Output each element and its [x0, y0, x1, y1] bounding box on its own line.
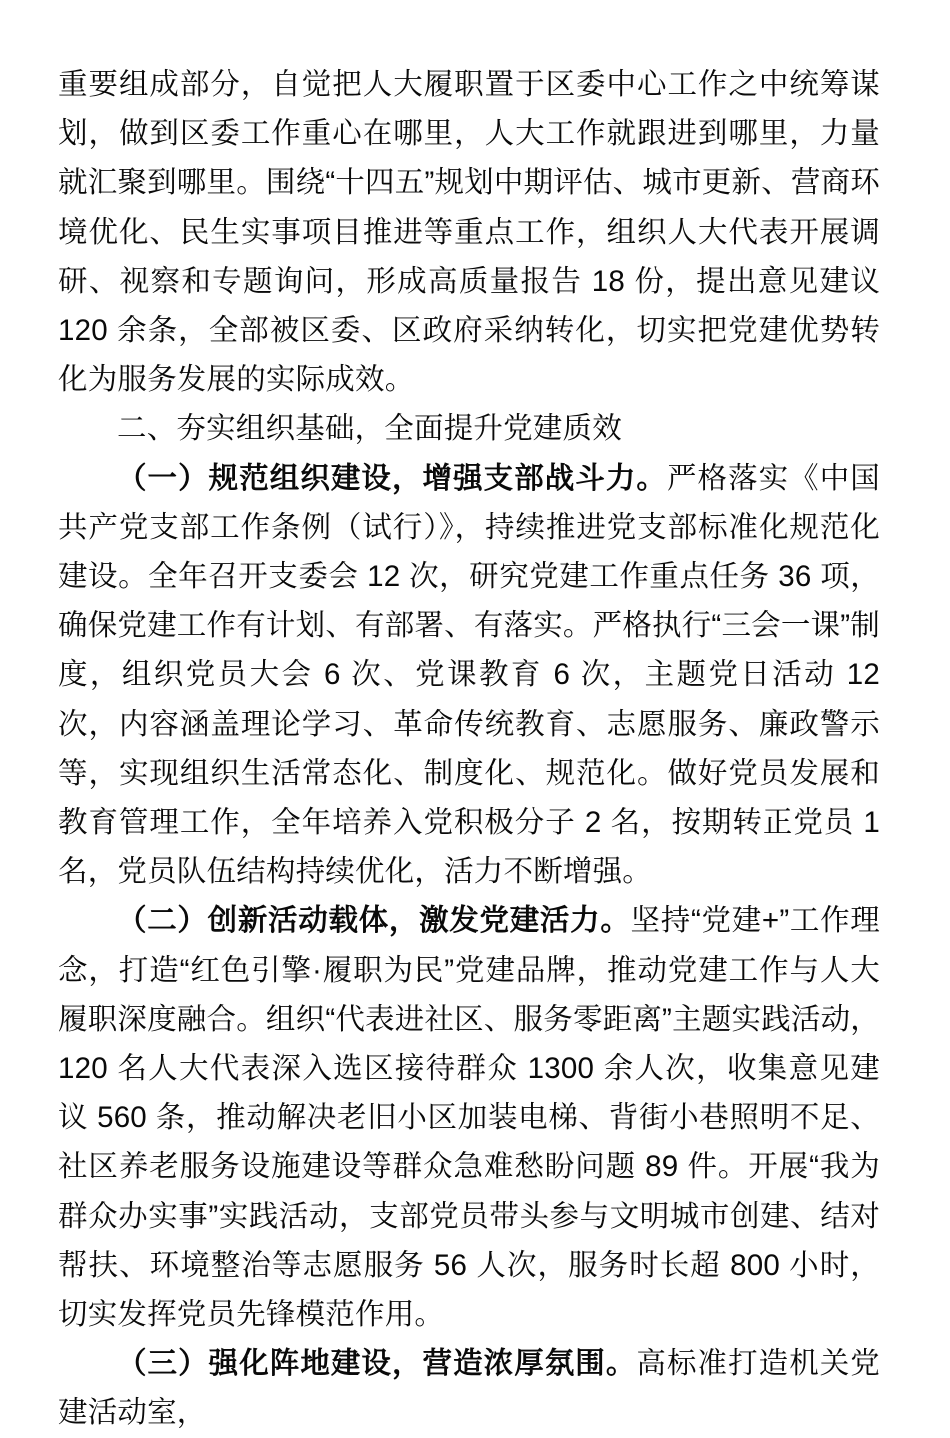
subsection-three-text: 高标准打造机关党建活动室， — [58, 1347, 880, 1430]
subsection-one-lead: （一）规范组织建设，增强支部战斗力。 — [117, 461, 667, 495]
document-body — [58, 60, 880, 1438]
subsection-two-lead: （二）创新活动载体，激发党建活力。 — [117, 904, 631, 938]
subsection-one-text: 严格落实《中国共产党支部工作条例（试行）》，持续推进党支部标准化规范化建设。全年召开支委会 12 次，研究党建工作重点任务 36 项，确保党建工作有计划、有部署、有落实。严格执行“三会一课”制度，组织党员大会 6 次、党课教育 6 次，主题党日活动 12 次，内容涵盖理论学习、革命传统教育、志愿服务、廉政警示等，实现组织生活常态化、制度化、规范化。做好党员发展和教育管理工作，全年培养入党积极分子 2 名，按期转正党员 1 名，党员队伍结构持续优化，活力不断增强。 — [58, 461, 880, 889]
subsection-three-lead: （三）强化阵地建设，营造浓厚氛围。 — [117, 1347, 637, 1381]
subsection-two — [58, 896, 880, 1339]
subsection-one — [58, 454, 880, 897]
section-heading-two: 二、夯实组织基础，全面提升党建质效 — [117, 412, 622, 446]
subsection-two-text: 坚持“党建+”工作理念，打造“红色引擎·履职为民”党建品牌，推动党建工作与人大履职深度融合。组织“代表进社区、服务零距离”主题实践活动，120 名人大代表深入选区接待群众 1300 余人次，收集意见建议 560 条，推动解决老旧小区加装电梯、背街小巷照明不足、社区养老服务设施建设等群众急难愁盼问题 89 件。开展“我为群众办实事”实践活动，支部党员带头参与文明城市创建、结对帮扶、环境整治等志愿服务 56 人次，服务时长超 800 小时，切实发挥党员先锋模范作用。 — [58, 904, 880, 1332]
paragraph-continuation: 重要组成部分，自觉把人大履职置于区委中心工作之中统筹谋划，做到区委工作重心在哪里，人大工作就跟进到哪里，力量就汇聚到哪里。围绕“十四五”规划中期评估、城市更新、营商环境优化、民生实事项目推进等重点工作，组织人大代表开展调研、视察和专题询问，形成高质量报告 18 份，提出意见建议 120 余条，全部被区委、区政府采纳转化，切实把党建优势转化为服务发展的实际成效。 — [58, 68, 880, 397]
subsection-three — [58, 1339, 880, 1437]
